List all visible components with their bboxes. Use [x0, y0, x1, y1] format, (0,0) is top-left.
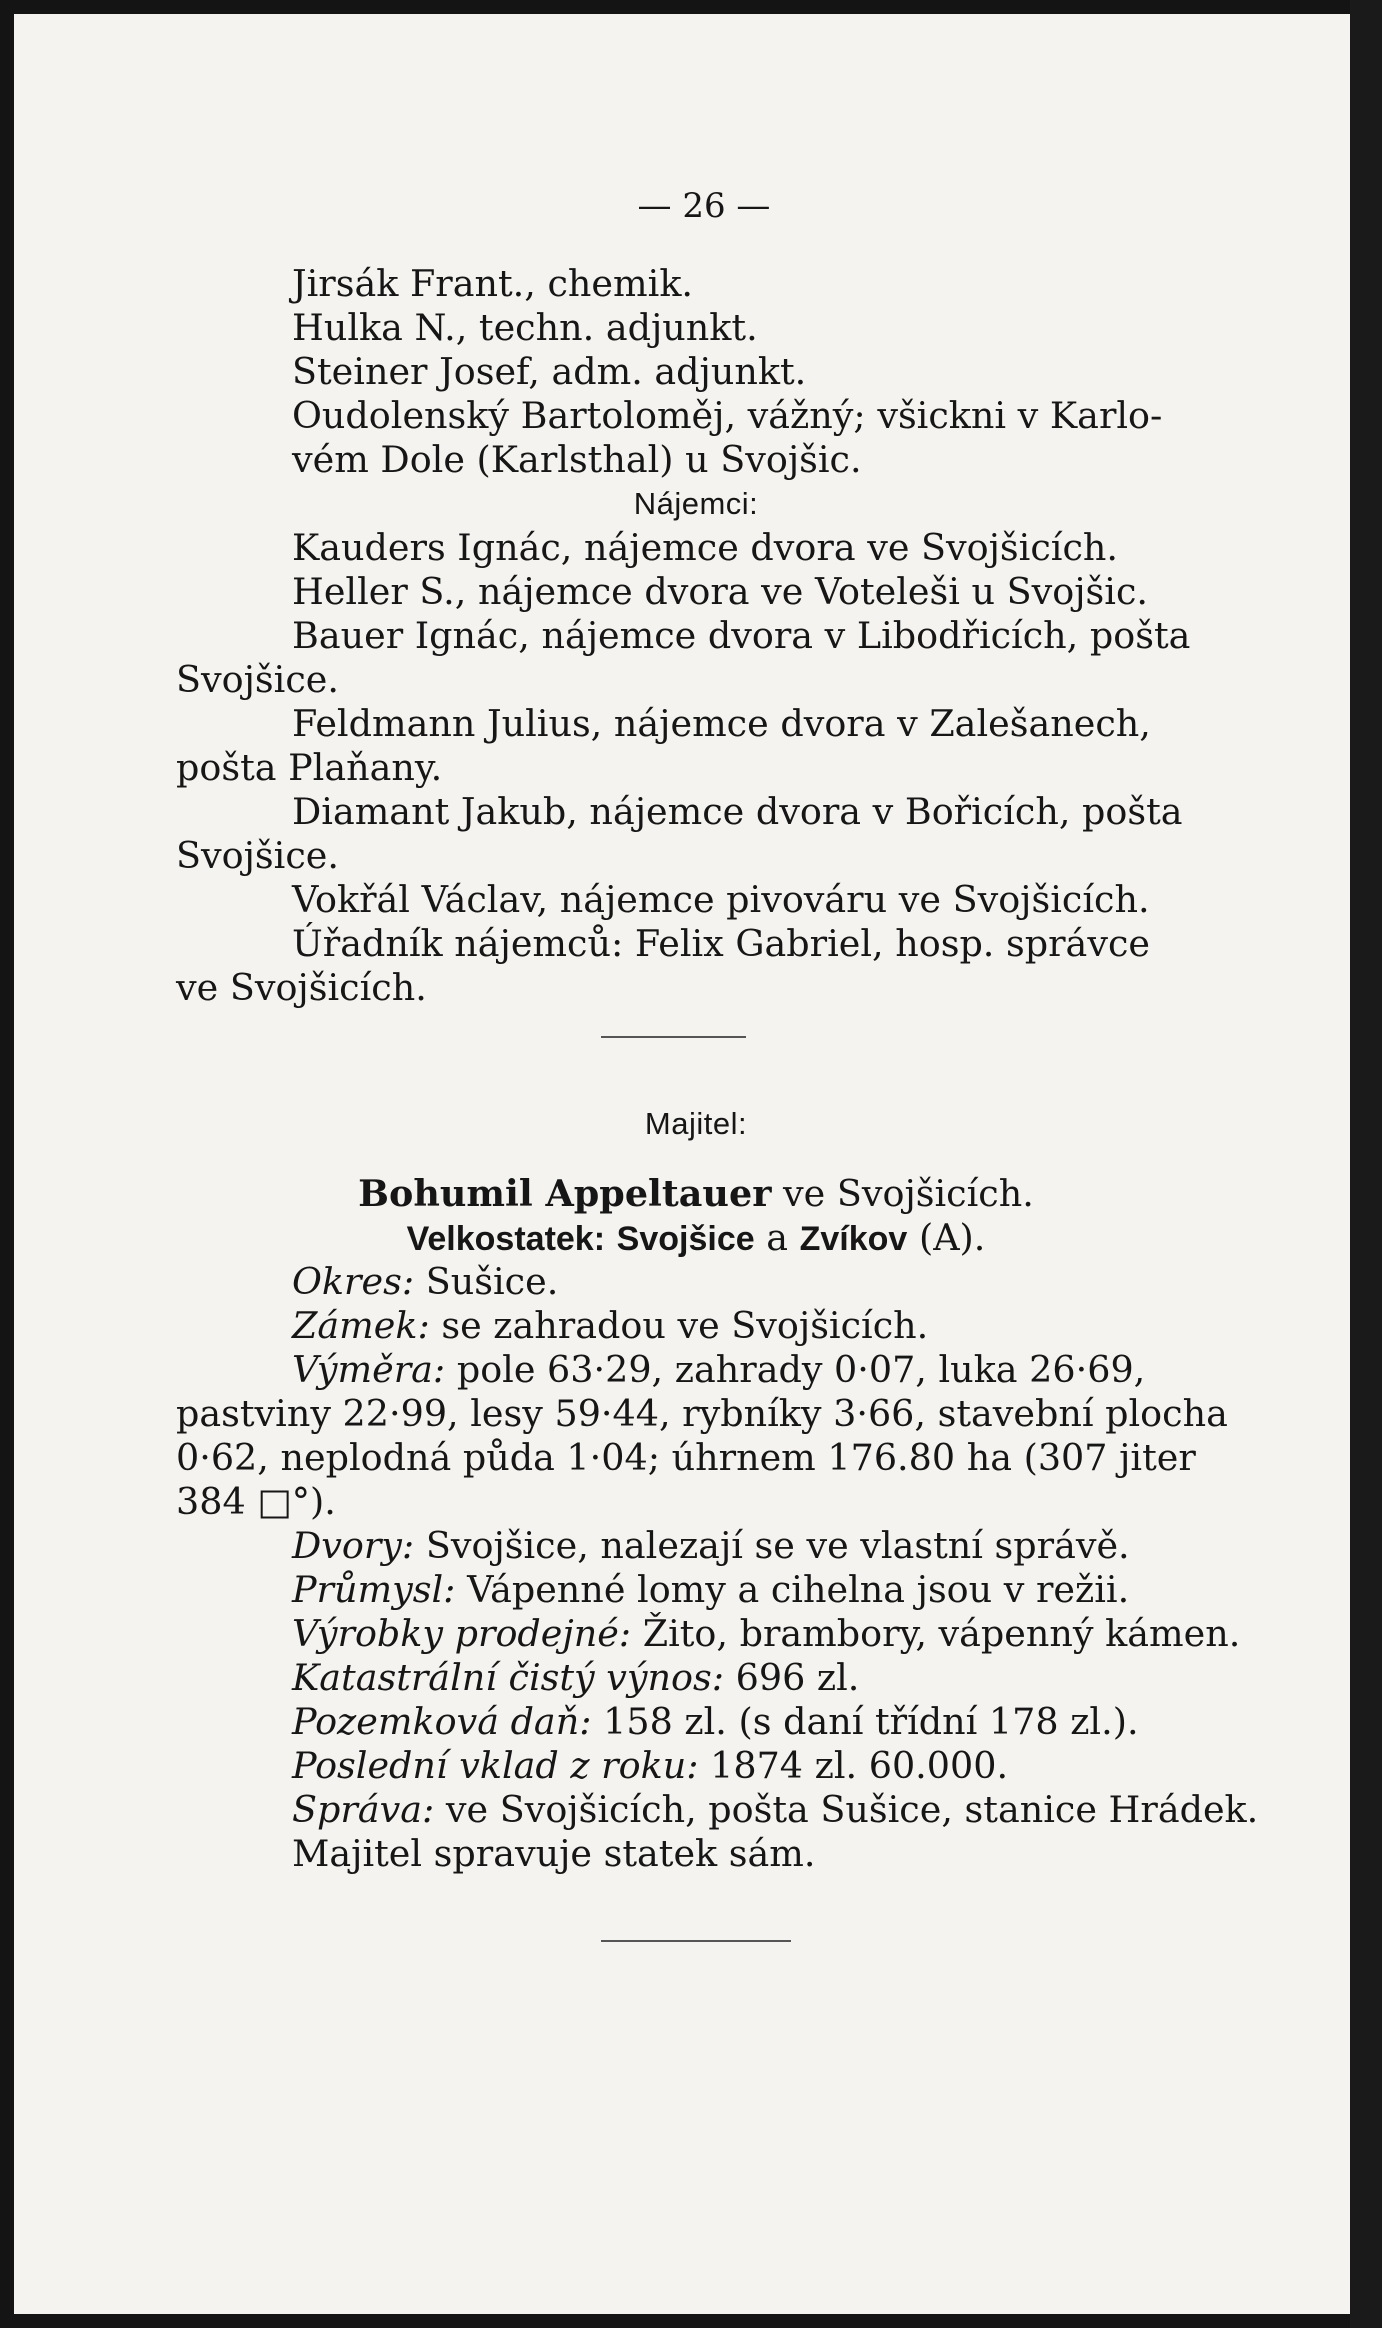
estate-line: [176, 1216, 1216, 1260]
detail-text: Majitel spravuje statek sám.: [292, 1832, 816, 1875]
scan-edge: [1350, 0, 1382, 2328]
detail-label: Správa:: [292, 1788, 435, 1831]
detail-text: Žito, brambory, vápenný kámen.: [642, 1612, 1241, 1655]
staff-line: Hulka N., techn. adjunkt.: [292, 306, 758, 349]
tenants-heading: Nájemci:: [633, 486, 759, 521]
tenant-line: Feldmann Julius, nájemce dvora v Zalešanech,: [292, 702, 1151, 745]
detail-line: [176, 1304, 1216, 1348]
detail-line: [176, 1524, 1216, 1568]
staff-list: [176, 262, 1216, 482]
detail-text: se zahradou ve Svojšicích.: [441, 1304, 929, 1347]
detail-line: [176, 1700, 1216, 1744]
staff-line: Steiner Josef, adm. adjunkt.: [292, 350, 807, 393]
tenant-line: Diamant Jakub, nájemce dvora v Bořicích, pošta: [292, 790, 1183, 833]
detail-label: Okres:: [292, 1260, 415, 1303]
book-page: [14, 14, 1350, 2314]
detail-line: [176, 1436, 1216, 1480]
estate-details: [176, 1260, 1259, 1876]
tenant-line: Heller S., nájemce dvora ve Voteleši u Svojšic.: [292, 570, 1148, 613]
detail-line: [176, 1480, 1216, 1524]
detail-line: [176, 1392, 1228, 1436]
tenant-line: Bauer Ignác, nájemce dvora v Libodřicích, pošta: [292, 614, 1191, 657]
detail-line: [176, 1568, 1216, 1612]
detail-label: Katastrální čistý výnos:: [292, 1656, 725, 1699]
owner-line: [176, 1172, 1216, 1216]
detail-text: ve Svojšicích, pošta Sušice, stanice Hrádek.: [445, 1788, 1259, 1831]
detail-text: pole 63·29, zahrady 0·07, luka 26·69,: [456, 1348, 1146, 1391]
owner-location: ve Svojšicích.: [783, 1172, 1034, 1215]
detail-label: Dvory:: [292, 1524, 415, 1567]
estate-label: Velkostatek:: [406, 1220, 606, 1258]
end-divider: [601, 1940, 791, 1942]
detail-line: [176, 1612, 1241, 1656]
detail-line: [176, 1832, 1216, 1876]
detail-line: [176, 1348, 1216, 1392]
detail-label: Poslední vklad z roku:: [292, 1744, 699, 1787]
estate-part2: Zvíkov: [799, 1220, 908, 1258]
tenant-line: Svojšice.: [176, 658, 339, 701]
detail-text: 158 zl. (s daní třídní 178 zl.).: [603, 1700, 1139, 1743]
detail-text: 0·62, neplodná půda 1·04; úhrnem 176.80 ha (307 jiter: [176, 1436, 1196, 1479]
staff-line: vém Dole (Karlsthal) u Svojšic.: [292, 438, 862, 481]
staff-line: Oudolenský Bartoloměj, vážný; všickni v Karlo-: [292, 394, 1163, 437]
detail-line: [176, 1744, 1216, 1788]
estate-part1: Svojšice: [616, 1220, 755, 1258]
detail-line: [176, 1656, 1216, 1700]
page-body: [176, 262, 1259, 1942]
owner-name: Bohumil Appeltauer: [358, 1172, 772, 1215]
estate-suffix: (A).: [918, 1216, 986, 1259]
tenant-line: ve Svojšicích.: [176, 966, 427, 1009]
tenant-line: Kauders Ignác, nájemce dvora ve Svojšicích.: [292, 526, 1119, 569]
detail-text: 384 □°).: [176, 1480, 336, 1523]
estate-conj: a: [766, 1216, 789, 1259]
tenants-list: [176, 526, 1216, 1010]
detail-text: Sušice.: [425, 1260, 559, 1303]
detail-label: Výrobky prodejné:: [292, 1612, 632, 1655]
staff-line: Jirsák Frant., chemik.: [292, 262, 694, 305]
detail-label: Pozemková daň:: [292, 1700, 592, 1743]
tenant-line: pošta Plaňany.: [176, 746, 443, 789]
owner-heading: Majitel:: [644, 1106, 748, 1141]
tenant-line: Úřadník nájemců: Felix Gabriel, hosp. správce: [292, 922, 1150, 965]
detail-text: pastviny 22·99, lesy 59·44, rybníky 3·66, stavební plocha: [176, 1392, 1228, 1435]
detail-label: Průmysl:: [292, 1568, 456, 1611]
detail-label: Zámek:: [292, 1304, 430, 1347]
detail-label: Výměra:: [292, 1348, 446, 1391]
detail-text: 696 zl.: [735, 1656, 860, 1699]
tenant-line: Svojšice.: [176, 834, 339, 877]
tenant-line: Vokřál Václav, nájemce pivováru ve Svojšicích.: [292, 878, 1150, 921]
detail-text: Svojšice, nalezají se ve vlastní správě.: [425, 1524, 1130, 1567]
page-number: — 26 —: [637, 186, 771, 226]
detail-line: [176, 1788, 1259, 1832]
detail-line: [176, 1260, 1216, 1304]
detail-text: 1874 zl. 60.000.: [710, 1744, 1009, 1787]
detail-text: Vápenné lomy a cihelna jsou v režii.: [467, 1568, 1130, 1611]
